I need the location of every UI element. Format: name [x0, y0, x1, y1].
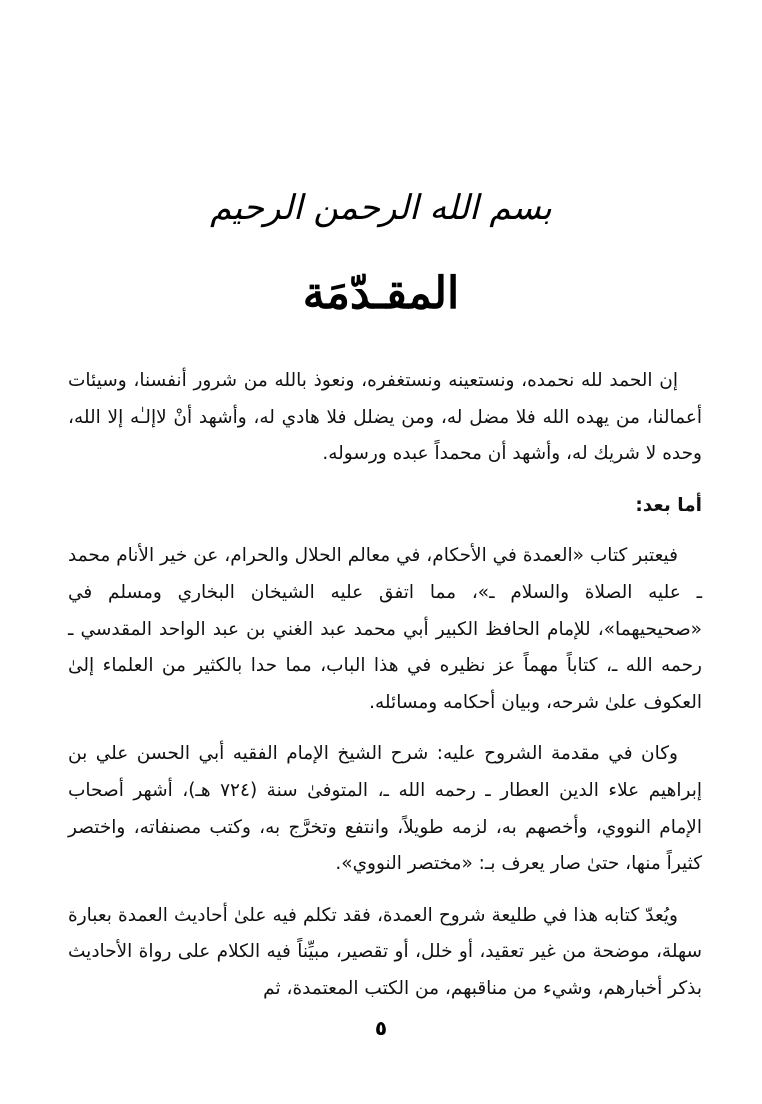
paragraph-about-commentary: ويُعدّ كتابه هذا في طليعة شروح العمدة، فقد تكلم فيه علىٰ أحاديث العمدة بعبارة سهلة، موضحة من غير تعقيد، أو خلل، أو تقصير، مبيِّناً فيه الكلام على رواة الأحاديث بذكر أخبارهم، وشيء من مناقبهم، من الكتب المعتمدة، ثم	[68, 904, 702, 999]
paragraph-opening-praise: إن الحمد لله نحمده، ونستعينه ونستغفره، ونعوذ بالله من شرور أنفسنا، وسيئات أعمالنا، من يهده الله فلا مضل له، ومن يضلل فلا هادي له، وأشهد أنْ لاإلـٰه إلا الله، وحده لا شريك له، وأشهد أن محمداً عبده ورسوله.	[68, 370, 702, 465]
paragraph-about-umdah: فيعتبر كتاب «العمدة في الأحكام، في معالم الحلال والحرام، عن خير الأنام محمد ـ عليه الصلاة والسلام ـ»، مما اتفق عليه الشيخان البخاري ومسلم في «صحيحيهما»، للإمام الحافظ الكبير أبي محمد عبد الغني بن عبد الواحد المقدسي ـ رحمه الله ـ، كتاباً مهماً عز نظيره في هذا الباب، مما حدا بالكثير من العلماء إلىٰ العكوف علىٰ شرحه، وبيان أحكامه ومسائله.	[68, 545, 702, 713]
basmala-heading: بسم الله الرحمن الرحيم	[210, 188, 552, 228]
paragraph-about-attar: وكان في مقدمة الشروح عليه: شرح الشيخ الإمام الفقيه أبي الحسن علي بن إبراهيم علاء الدين العطار ـ رحمه الله ـ، المتوفىٰ سنة (٧٢٤ هـ)، أشهر أصحاب الإمام النووي، وأخصهم به، لزمه طويلاً، وانتفع وتخرَّج به، وكتب مصنفاته، واختصر كثيراً منها، حتىٰ صار يعرف بـ: «مختصر النووي».	[68, 743, 702, 875]
paragraph-amma-bad: أما بعد:	[635, 494, 702, 516]
chapter-title: المقـدّمَة	[302, 268, 460, 319]
body-text	[68, 363, 702, 1008]
page-number: ٥	[374, 1016, 388, 1040]
